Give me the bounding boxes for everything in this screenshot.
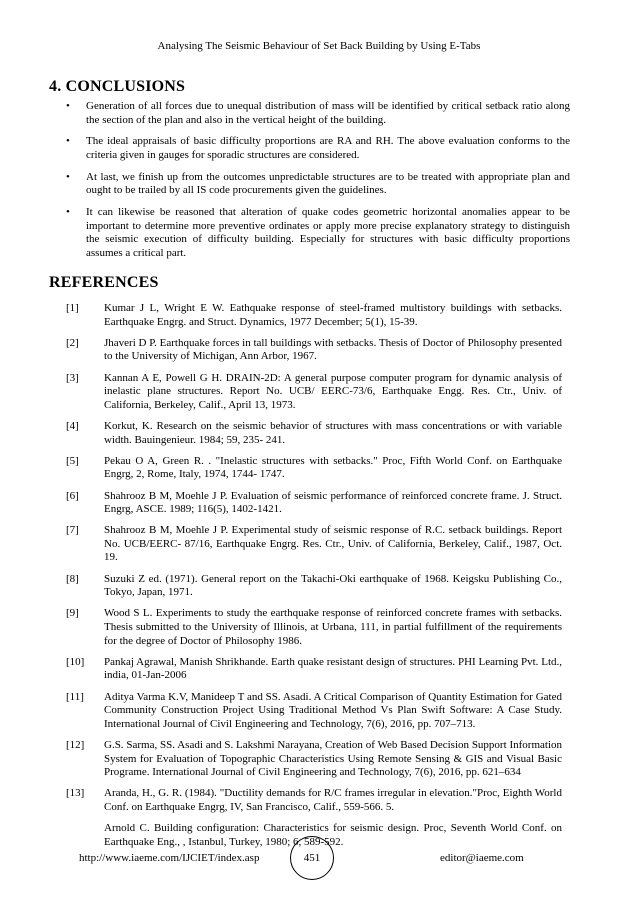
reference-text: Aranda, H., G. R. (1984). "Ductility demands for R/C frames irregular in elevation."Proc, Eighth World Conf. on Earthquake Engrg, IV, San Francisco, Calif., 559-566. 5. [104,787,562,813]
conclusions-list [66,100,570,269]
reference-number: [6] [66,489,79,502]
reference-number: [2] [66,336,79,349]
reference-text: Jhaveri D P. Earthquake forces in tall buildings with setbacks. Thesis of Doctor of Philosophy presented to the University of Michigan, Ann Arbor, 1967. [104,336,562,363]
reference-item [66,524,562,565]
reference-number: [1] [66,302,79,314]
conclusion-item [66,206,570,260]
reference-text: Korkut, K. Research on the seismic behavior of structures with mass concentrations or with variable width. Bauingenieur. 1984; 59, 235- 241. [104,419,562,446]
reference-item [66,455,562,482]
reference-text: Pekau O A, Green R. . "Inelastic structures with setbacks." Proc, Fifth World Conf. on Earthquake Engrg, 2, Rome, Italy, 1974, 1744- 1747. [104,454,562,481]
footer-url-link[interactable]: http://www.iaeme.com/IJCIET/index.asp [79,852,260,864]
conclusion-item [66,100,570,127]
conclusion-item [66,135,570,162]
reference-number: [4] [66,419,79,432]
bullet-icon: • [66,135,70,148]
reference-item [66,337,562,364]
reference-text: Suzuki Z ed. (1971). General report on the Takachi-Oki earthquake of 1968. Keigsku Publishing Co., Tokyo, Japan, 1971. [104,572,562,599]
reference-number: [3] [66,371,79,384]
reference-text: Arnold C. Building configuration: Characteristics for seismic design. Proc, Seventh World Conf. on Earthquake Eng., , Istanbul, Turkey, 1980; 6, 589-592. [104,822,562,848]
reference-item [66,372,562,413]
reference-item [66,302,562,329]
reference-text: Kannan A E, Powell G H. DRAIN-2D: A general purpose computer program for dynamic analysis of inelastic plane structures. Report No. UCB/ EERC-73/6, Earthquake Engg. Res. Ctr., Univ. of California, Berkeley, Calif., April 13, 1973. [104,371,562,411]
reference-text: Pankaj Agrawal, Manish Shrikhande. Earth quake resistant design of structures. PHI Learning Pvt. Ltd., india, 01-Jan-2006 [104,655,562,682]
conclusion-text: At last, we finish up from the outcomes unpredictable structures are to be treated with appropriate plan and ought to be trailed by all IS code procurements given the guidelines. [86,170,570,197]
references-list [66,302,562,857]
reference-text: G.S. Sarma, SS. Asadi and S. Lakshmi Narayana, Creation of Web Based Decision Support Information System for Evaluation of Topographic Characteristics Using Remote Sensing & GIS and Visual Basic Programe. International Journal of Civil Engineering and Technology, 7(6), 2016, pp. 621–634 [104,738,562,779]
reference-item [66,691,562,732]
reference-item [66,420,562,447]
reference-text: Shahrooz B M, Moehle J P. Experimental study of seismic response of R.C. setback buildings. Report No. UCB/EERC- 87/16, Earthquake Engrg. Res. Ctr., Univ. of California, Berkeley, Calif., 1987, Oct. 19. [104,524,562,564]
reference-item [66,656,562,683]
reference-number: [5] [66,454,79,467]
footer-email-link[interactable]: editor@iaeme.com [440,852,524,864]
reference-item [66,787,562,814]
reference-number: [7] [66,524,79,537]
conclusion-text: The ideal appraisals of basic difficulty proportions are RA and RH. The above evaluation conforms to the criteria given in gauges for sporadic structures are considered. [86,135,570,161]
conclusion-text: Generation of all forces due to unequal distribution of mass will be identified by critical setback ratio along the section of the plan and also in the vertical height of the building. [86,100,570,126]
reference-text: Kumar J L, Wright E W. Eathquake response of steel-framed multistory buildings with setbacks. Earthquake Engrg. and Struct. Dynamics, 1977 December; 5(1), 15-39. [104,302,562,328]
running-header: Analysing The Seismic Behaviour of Set Back Building by Using E-Tabs [157,40,481,52]
conclusion-item [66,171,570,198]
reference-number: [8] [66,572,79,585]
conclusions-heading: 4. CONCLUSIONS [49,78,186,95]
reference-number: [9] [66,607,79,620]
reference-text: Aditya Varma K.V, Manideep T and SS. Asadi. A Critical Comparison of Quantity Estimation for Gated Community Construction Project Using Traditional Method Vs Plan Swift Software: A Case Study. International Journal of Civil Engineering and Technology, 7(6), 2016, pp. 707–713. [104,690,562,730]
bullet-icon: • [66,206,70,219]
conclusion-text: It can likewise be reasoned that alteration of quake codes geometric horizontal anomalies appear to be important to determine more preventive ordinates or apply more precise explanatory strategy to distinguish the seismic execution of difficulty building. Especially for structures with basic difficulty proportions assumes a critical part. [86,206,570,259]
reference-text: Wood S L. Experiments to study the earthquake response of reinforced concrete frames with setbacks. Thesis submitted to the University of Illinois, at Urbana, 111, in partial fulfillment of the requirements for the degree of Doctor of Philosophy 1986. [104,607,562,647]
reference-number: [12] [66,738,85,751]
page-footer [0,836,638,882]
reference-item [66,490,562,517]
reference-item [66,573,562,600]
bullet-icon: • [66,170,70,183]
reference-item [66,739,562,780]
reference-item [66,607,562,648]
reference-number: [13] [66,787,85,800]
reference-number: [11] [66,690,84,703]
reference-text: Shahrooz B M, Moehle J P. Evaluation of seismic performance of reinforced concrete frame. J. Struct. Engrg, ASCE. 1989; 116(5), 1402-1421. [104,489,562,516]
reference-number: [10] [66,655,85,668]
bullet-icon: • [66,100,70,112]
page-number: 451 [303,852,321,864]
page-number-badge [290,836,334,880]
references-heading: REFERENCES [49,274,159,291]
